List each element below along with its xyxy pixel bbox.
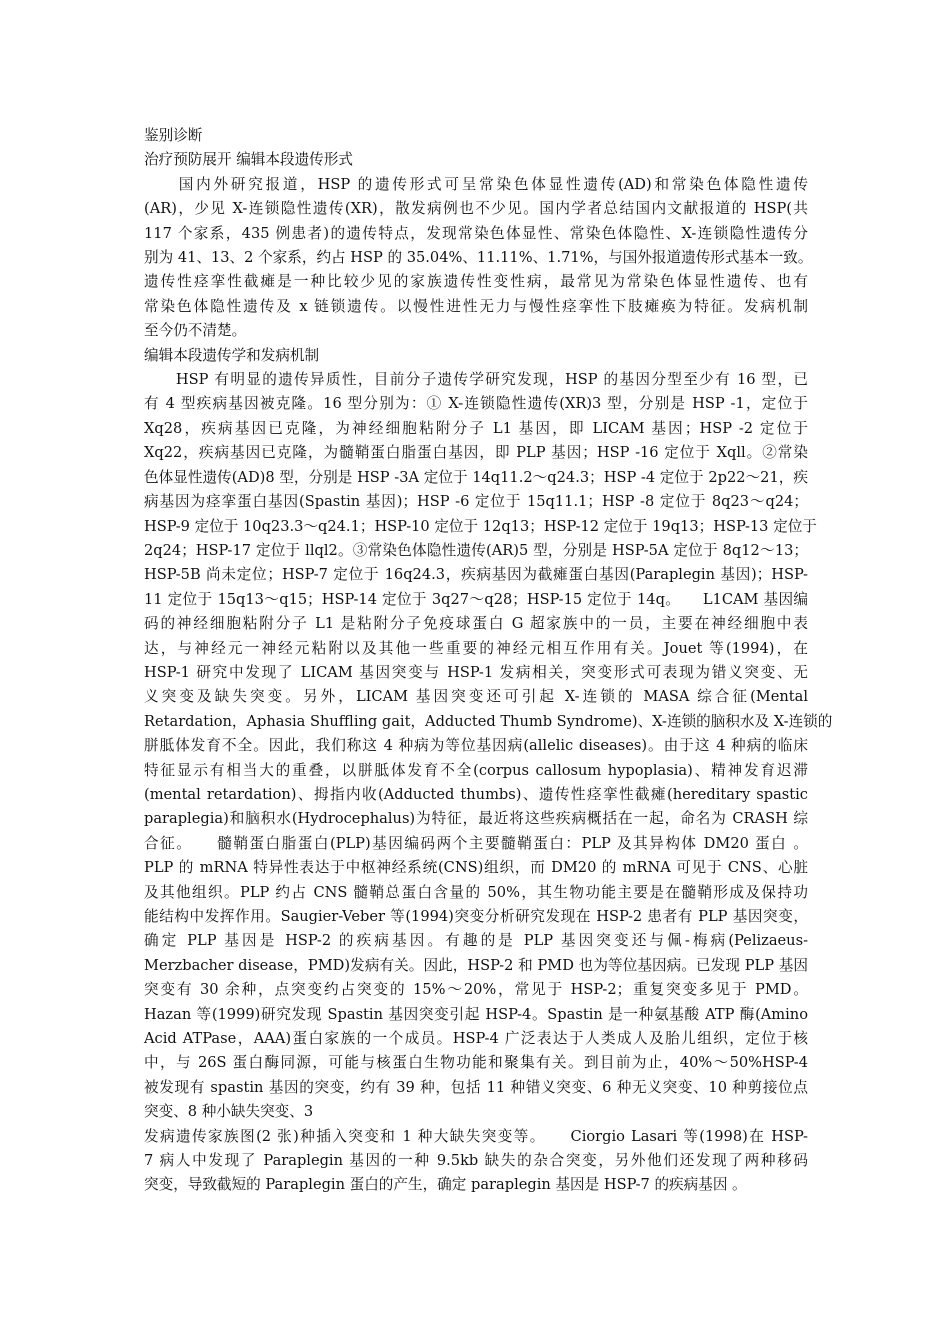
- text-line: 合征。 髓鞘蛋白脂蛋白(PLP)基因编码两个主要髓鞘蛋白：PLP 及其异构体 DM20 蛋白 。: [144, 834, 808, 852]
- text-line: Retardation，Aphasia Shuffling gait，Adducted Thumb Syndrome)、X-连锁的脑积水及 X-连锁的: [144, 712, 833, 730]
- text-line: Xq28，疾病基因已克隆，为神经细胞粘附分子 L1 基因，即 LICAM 基因；HSP -2 定位于: [144, 419, 808, 437]
- text-line: 达，与神经元一神经元粘附以及其他一些重要的神经元相互作用有关。Jouet 等(1994)，在: [144, 639, 808, 657]
- text-line: 国内外研究报道，HSP 的遗传形式可呈常染色体显性遗传(AD)和常染色体隐性遗传: [144, 175, 808, 193]
- text-line: 7 病人中发现了 Paraplegin 基因的一种 9.5kb 缺失的杂合突变，另外他们还发现了两种移码: [144, 1152, 808, 1170]
- text-line: 被发现有 spastin 基因的突变，约有 39 种，包括 11 种错义突变、6 种无义突变、10 种剪接位点: [144, 1078, 808, 1096]
- text-line: Hazan 等(1999)研究发现 Spastin 基因突变引起 HSP-4。Spastin 是一种氨基酸 ATP 酶(Amino: [144, 1005, 808, 1023]
- text-line: HSP-1 研究中发现了 LICAM 基因突变与 HSP-1 发病相关，突变形式可表现为错义突变、无: [144, 663, 808, 681]
- text-line: 2q24；HSP-17 定位于 llql2。③常染色体隐性遗传(AR)5 型，分别是 HSP-5A 定位于 8q12～13；: [144, 541, 808, 559]
- heading-genetics-pathogenesis: 编辑本段遗传学和发病机制: [144, 346, 320, 364]
- text-line: 中，与 26S 蛋白酶同源，可能与核蛋白生物功能和聚集有关。到目前为止，40%～50%HSP-4: [144, 1054, 808, 1072]
- text-line: 发病遗传家族图(2 张)种插入突变和 1 种大缺失突变等。 Ciorgio Lasari 等(1998)在 HSP-: [144, 1127, 808, 1145]
- heading-treatment-inheritance: 治疗预防展开 编辑本段遗传形式: [144, 151, 353, 169]
- text-line: 11 定位于 15q13～q15；HSP-14 定位于 3q27～q28；HSP-15 定位于 14q。 L1CAM 基因编: [144, 590, 808, 608]
- text-line: 常染色体隐性遗传及 x 链锁遗传。以慢性进性无力与慢性痉挛性下肢瘫痪为特征。发病机制: [144, 297, 808, 315]
- text-line: 别为 41、13、2 个家系，约占 HSP 的 35.04%、11.11%、1.71%，与国外报道遗传形式基本一致。: [144, 249, 813, 267]
- text-line: 能结构中发挥作用。Saugier-Veber 等(1994)突变分析研究发现在 HSP-2 患者有 PLP 基因突变，: [144, 908, 808, 925]
- paragraph-genetics: [144, 368, 833, 1125]
- text-line: HSP-5B 尚未定位；HSP-7 定位于 16q24.3，疾病基因为截瘫蛋白基因(Paraplegin 基因)；HSP-: [144, 566, 808, 584]
- text-line: 至今仍不清楚。: [144, 322, 247, 340]
- text-line: 胼胝体发育不全。因此，我们称这 4 种病为等位基因病(allelic diseases)。由于这 4 种病的临床: [144, 737, 808, 755]
- text-line: 义突变及缺失突变。另外，LICAM 基因突变还可引起 X-连锁的 MASA 综合征(Mental: [144, 688, 808, 706]
- text-line: PLP 的 mRNA 特异性表达于中枢神经系统(CNS)组织，而 DM20 的 mRNA 可见于 CNS、心脏: [144, 859, 808, 877]
- text-line: 突变，导致截短的 Paraplegin 蛋白的产生，确定 paraplegin 基因是 HSP-7 的疾病基因 。: [144, 1176, 747, 1194]
- text-line: Acid ATPase，AAA)蛋白家族的一个成员。HSP-4 广泛表达于人类成人及胎儿组织，定位于核: [144, 1030, 808, 1048]
- paragraph-paraplegin: [144, 1125, 808, 1198]
- text-line: 117 个家系，435 例患者)的遗传特点，发现常染色体显性、常染色体隐性、X-连锁隐性遗传分: [144, 224, 808, 242]
- text-line: HSP-9 定位于 10q23.3～q24.1；HSP-10 定位于 12q13；HSP-12 定位于 19q13；HSP-13 定位于: [144, 517, 817, 535]
- text-line: 突变、8 种小缺失突变、3: [144, 1103, 314, 1121]
- text-line: Merzbacher disease，PMD)发病有关。因此，HSP-2 和 PMD 也为等位基因病。已发现 PLP 基因: [144, 956, 808, 974]
- text-line: 色体显性遗传(AD)8 型，分别是 HSP -3A 定位于 14q11.2～q24.3；HSP -4 定位于 2p22～21，疾: [144, 468, 808, 486]
- text-line: 特征显示有相当大的重叠，以胼胝体发育不全(corpus callosum hypoplasia)、精神发育迟滞: [144, 761, 808, 779]
- heading-differential-diagnosis: 鉴别诊断: [144, 127, 203, 144]
- paragraph-inheritance: [144, 173, 813, 344]
- text-line: 病基因为痉挛蛋白基因(Spastin 基因)；HSP -6 定位于 15q11.1；HSP -8 定位于 8q23～q24；: [144, 493, 808, 511]
- text-line: Xq22，疾病基因已克隆，为髓鞘蛋白脂蛋白基因，即 PLP 基因；HSP -16 定位于 Xqll。②常染: [144, 444, 808, 462]
- text-line: 码的神经细胞粘附分子 L1 是粘附分子免疫球蛋白 G 超家族中的一员，主要在神经细胞中表: [144, 615, 808, 633]
- text-line: (AR)，少见 X-连锁隐性遗传(XR)，散发病例也不少见。国内学者总结国内文献报道的 HSP(共: [144, 200, 808, 218]
- text-line: paraplegia)和脑积水(Hydrocephalus)为特征，最近将这些疾病概括在一起，命名为 CRASH 综: [144, 810, 808, 828]
- text-line: 突变有 30 余种，点突变约占突变的 15%～20%，常见于 HSP-2；重复突变多见于 PMD。: [144, 981, 808, 999]
- text-line: HSP 有明显的遗传异质性，目前分子遗传学研究发现，HSP 的基因分型至少有 16 型，已: [144, 371, 808, 389]
- text-line: 遗传性痉挛性截瘫是一种比较少见的家族遗传性变性病，最常见为常染色体显性遗传、也有: [144, 273, 808, 291]
- text-line: (mental retardation)、拇指内收(Adducted thumbs)、遗传性痉挛性截瘫(hereditary spastic: [144, 785, 808, 803]
- text-line: 有 4 型疾病基因被克隆。16 型分别为：① X-连锁隐性遗传(XR)3 型，分别是 HSP -1，定位于: [144, 395, 808, 413]
- text-line: 确定 PLP 基因是 HSP-2 的疾病基因。有趣的是 PLP 基因突变还与佩-梅病(Pelizaeus-: [144, 932, 808, 950]
- document-body: [144, 124, 833, 1198]
- text-line: 及其他组织。PLP 约占 CNS 髓鞘总蛋白含量的 50%，其生物功能主要是在髓鞘形成及保持功: [144, 883, 808, 901]
